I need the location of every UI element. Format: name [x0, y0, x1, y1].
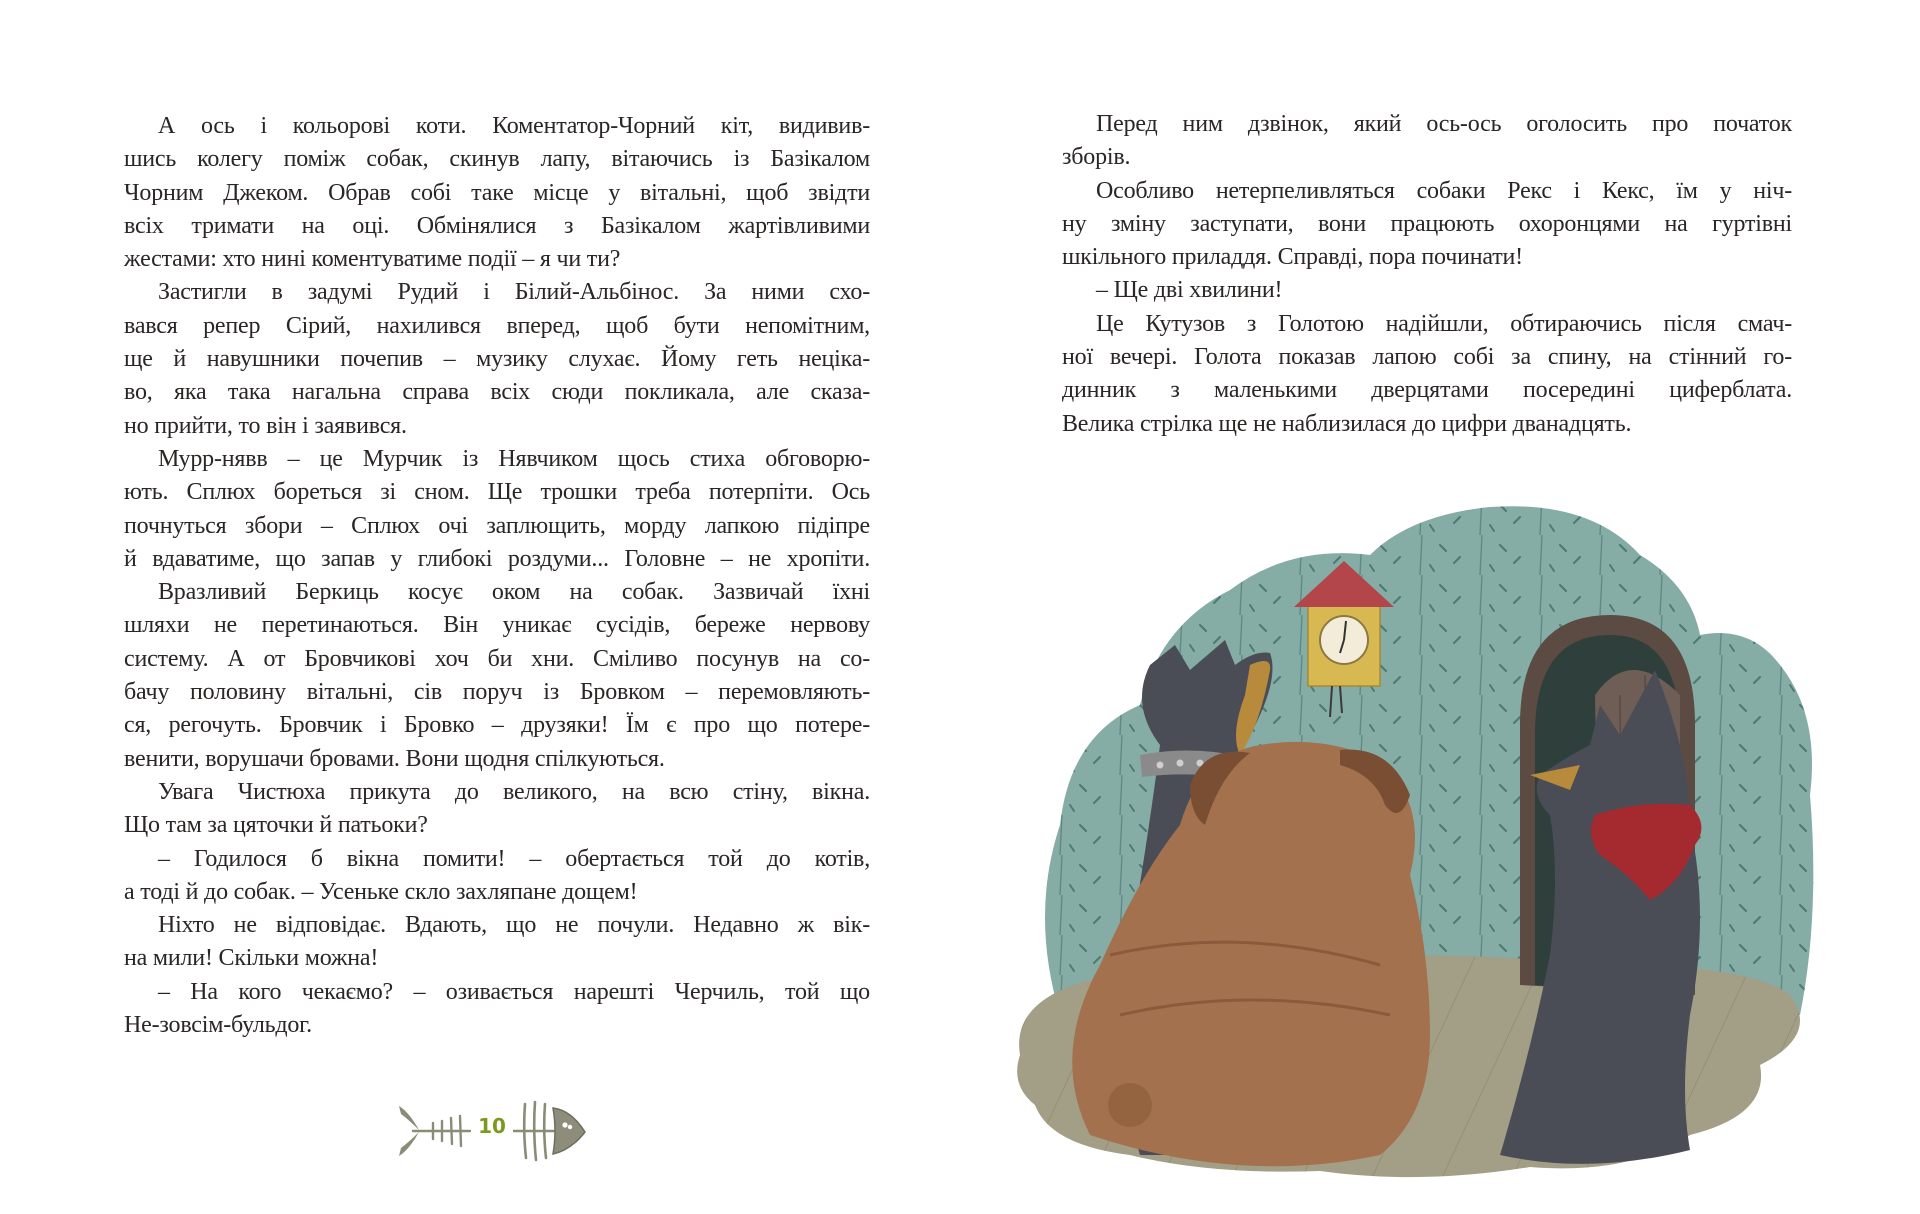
- text-line: й вдаватиме, що запав у глибокі роздуми... Головне – не хропіти.: [124, 545, 870, 572]
- text-line: Ніхто не відповідає. Вдають, що не почули. Недавно ж вік-: [158, 912, 870, 939]
- text-line: – На кого чекаємо? – озивається нарешті Черчиль, той що: [158, 978, 870, 1005]
- text-line: венити, ворушачи бровами. Вони щодня спілкуються.: [124, 745, 665, 772]
- fish-head-icon: [513, 1098, 593, 1164]
- text-line: Вразливий Беркиць косує оком на собак. Зазвичай їхні: [158, 579, 870, 606]
- text-line: ють. Сплюх бореться зі сном. Ще трошки треба потерпіти. Ось: [124, 479, 870, 506]
- text-line: – Ще дві хвилини!: [1096, 277, 1283, 304]
- text-line: а тоді й до собак. – Усеньке скло захляпане дощем!: [124, 878, 638, 905]
- fish-tail-icon: [395, 1098, 475, 1164]
- text-line: Не-зовсім-бульдог.: [124, 1012, 312, 1039]
- text-line: ся, регочуть. Бровчик і Бровко – друзяки! Їм є про що потере-: [124, 712, 870, 739]
- text-line: ну зміну заступати, вони працюють охоронцями на гуртівні: [1062, 210, 1792, 237]
- text-line: всіх тримати на оці. Обмінялися з Базікалом жартівливими: [124, 212, 870, 239]
- right-page-text: [1062, 108, 1792, 441]
- illustration-dogs-and-cat: [990, 495, 1820, 1185]
- page-footer: [395, 1098, 585, 1164]
- left-page-text: [124, 110, 870, 1042]
- text-line: на мили! Скільки можна!: [124, 945, 379, 972]
- text-line: шись колегу поміж собак, скинув лапу, вітаючись із Базікалом: [124, 146, 870, 173]
- text-line: Що там за цяточки й патьоки?: [124, 812, 428, 839]
- text-line: жестами: хто нині коментуватиме події – я чи ти?: [124, 246, 621, 273]
- text-line: зборів.: [1062, 144, 1131, 171]
- text-line: Чорним Джеком. Обрав собі таке місце у вітальні, щоб звідти: [124, 179, 870, 206]
- page-number: 10: [478, 1114, 506, 1138]
- text-line: Це Кутузов з Голотою надійшли, обтираючись після смач-: [1096, 310, 1792, 337]
- text-line: Перед ним дзвінок, який ось-ось оголосить про початок: [1096, 111, 1792, 137]
- text-line: шляхи не перетинаються. Він уникає сусідів, береже нервову: [124, 612, 870, 639]
- text-line: ще й навушники почепив – музику слухає. Йому геть неціка-: [124, 346, 870, 373]
- text-line: Застигли в задумі Рудий і Білий-Альбінос. За ними схо-: [158, 279, 870, 306]
- text-line: А ось і кольорові коти. Коментатор-Чорний кіт, видивив-: [158, 113, 870, 139]
- text-line: почнуться збори – Сплюх очі заплющить, морду лапкою підіпре: [124, 512, 870, 539]
- text-line: Особливо нетерпеливляться собаки Рекс і Кекс, їм у ніч-: [1096, 177, 1792, 204]
- text-line: Увага Чистюха прикута до великого, на всю стіну, вікна.: [158, 778, 870, 805]
- text-line: во, яка така нагальна справа всіх сюди покликала, але сказа-: [124, 379, 870, 406]
- text-line: ної вечері. Голота показав лапою собі за спину, на стінний го-: [1062, 344, 1792, 371]
- text-line: динник з маленькими дверцятами посередині циферблата.: [1062, 377, 1792, 404]
- text-line: Велика стрілка ще не наблизилася до цифри дванадцять.: [1062, 410, 1632, 437]
- text-line: бачу половину вітальні, сів поруч із Бровком – перемовляють-: [124, 679, 870, 706]
- text-line: но прийти, то він і заявився.: [124, 412, 407, 439]
- text-line: – Годилося б вікна помити! – обертається той до котів,: [158, 845, 870, 872]
- text-line: шкільного приладдя. Справді, пора починати!: [1062, 244, 1523, 271]
- text-line: систему. А от Бровчикові хоч би хни. Сміливо посунув на со-: [124, 645, 870, 672]
- text-line: Мурр-нявв – це Мурчик із Нявчиком щось стиха обговорю-: [158, 445, 870, 472]
- text-line: вався репер Сірий, нахилився вперед, щоб бути непомітним,: [124, 312, 870, 339]
